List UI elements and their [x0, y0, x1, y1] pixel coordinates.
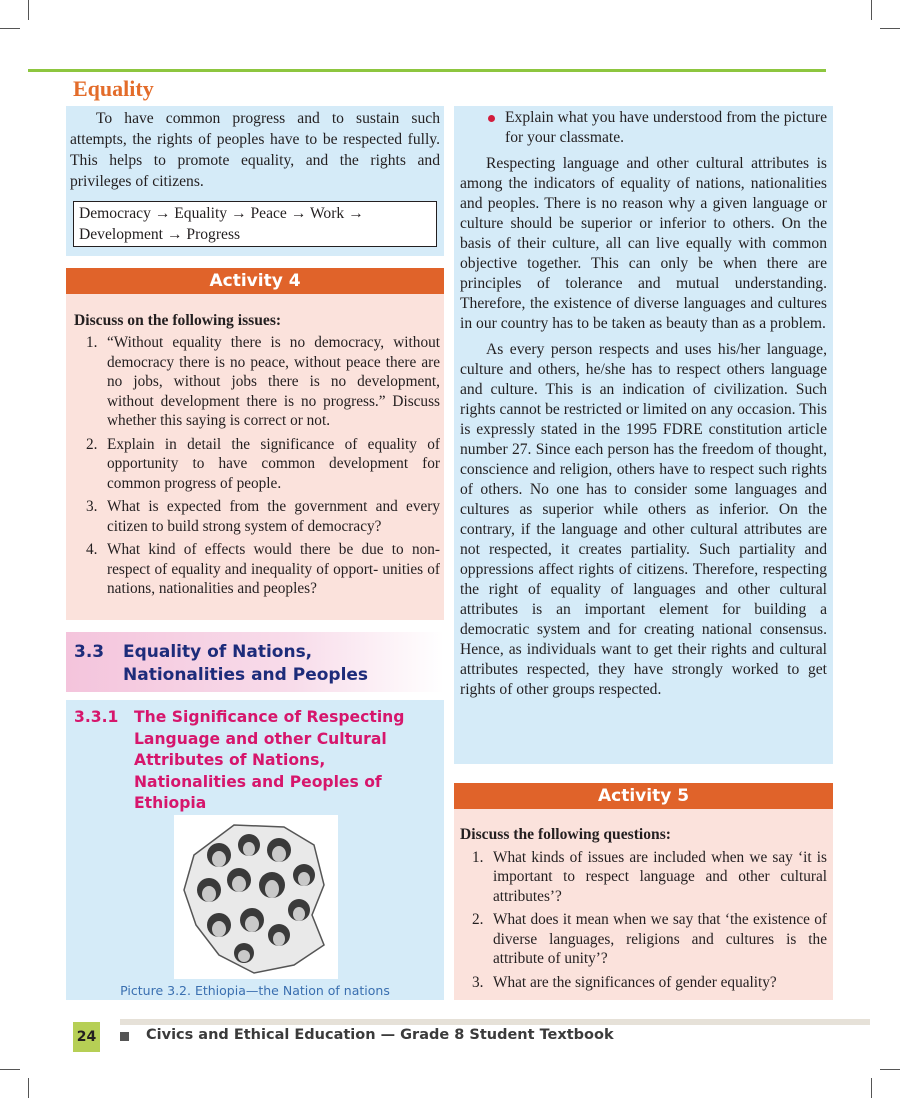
flow-line-1: Democracy → Equality → Peace → Work →: [79, 205, 364, 222]
list-item: 3. What are the significances of gender equality?: [472, 973, 777, 991]
top-rule: [28, 69, 826, 72]
crop-mark: [28, 1078, 29, 1098]
right-text-box: [454, 106, 833, 764]
section-3-3-1-box: [66, 700, 444, 1000]
activity5-box: [454, 809, 833, 1000]
paragraph-1: Respecting language and other cultural attributes is among the indicators of equality of nations, nationalities and peoples. There is no reason why a given language or culture should be superior or inferior to others. On the basis of their culture, all can live equally with common objective together. This can only be when there are principles of tolerance and mutual understanding. Therefore, the existence of diverse languages and cultures in our country has to be taken as beauty than as a problem.: [460, 155, 827, 332]
list-item: 2. What does it mean when we say that ‘the existence of diverse languages, religions and cultures is the attribute of unity’?: [472, 911, 827, 967]
list-item: 1. “Without equality there is no democracy, without democracy there is no peace, without peace there are no jobs, without jobs there is no development, without development there is no progress.” Discuss whether this saying is correct or not.: [86, 334, 440, 429]
activity5-heading: Discuss the following questions:: [460, 826, 671, 843]
section-3-3-title-1: Equality of Nations,: [123, 642, 313, 662]
intro-paragraph: To have common progress and to sustain such attempts, the rights of peoples have to be respected fully. This helps to promote equality, and the rights and privileges of citizens.: [70, 110, 440, 190]
crop-mark: [880, 28, 900, 29]
intro-box: [66, 106, 444, 194]
section-3-3-title-2: Nationalities and Peoples: [123, 665, 369, 685]
crop-mark: [28, 0, 29, 20]
paragraph-2: As every person respects and uses his/her language, culture and others, he/she has to respect others language and culture. This is an indication of civilization. Such rights cannot be restricted or limited on any occasion. This is expressly stated in the 1995 FDRE constitution article number 27. Since each person has the freedom of thought, conscience and religion, others have to respect such rights of others. No one has to consider some languages and cultures as superior while others as inferior. On the contrary, if the language and other cultural attributes are not respected, it creates partiality. Such partiality and oppressions affect rights of citizens. Therefore, respecting the right of equality of languages and other cultural attributes is an important element for building a democratic system and for creating national consensus. Hence, as individuals want to get their rights and cultural attributes respected, they have strongly worked to get rights of other groups respected.: [460, 341, 827, 698]
activity4-heading: Discuss on the following issues:: [74, 312, 282, 329]
page-number: 24: [73, 1022, 100, 1052]
flow-line-2: Development → Progress: [79, 226, 241, 243]
crop-mark: [0, 28, 20, 29]
section-3-3-1-title: The Significance of Respecting Language and other Cultural Attributes of Nations, Nationalities and Peoples of Ethiopia: [134, 708, 405, 812]
book-title: Civics and Ethical Education — Grade 8 Student Textbook: [146, 1027, 614, 1043]
bullet-icon: [488, 115, 495, 122]
crop-mark: [871, 1078, 872, 1098]
section-3-3-number: 3.3: [74, 642, 105, 662]
section-3-3-1-number: 3.3.1: [74, 708, 119, 726]
faces-map-icon: [174, 815, 338, 979]
activity4-box: [66, 294, 444, 620]
crop-mark: [880, 1069, 900, 1070]
list-item: 2. Explain in detail the significance of equality of opportunity to have common development for common progress of people.: [86, 435, 440, 492]
picture-caption: Picture 3.2. Ethiopia—the Nation of nations: [120, 983, 390, 998]
activity5-title: Activity 5: [454, 783, 833, 809]
section-title: Equality: [73, 76, 154, 101]
ethiopia-illustration: [174, 815, 338, 979]
section-3-3-header: [66, 632, 444, 692]
list-item: 1. What kinds of issues are included when we say ‘it is important to respect language and other cultural attributes’?: [472, 848, 827, 905]
crop-mark: [871, 0, 872, 20]
activity4-title: Activity 4: [66, 268, 444, 294]
flow-box: [73, 201, 437, 247]
flow-box-bg: [66, 194, 444, 256]
list-item: 4. What kind of effects would there be due to non-respect of equality and inequality of opport- unities of nations, nationalities and peoples?: [86, 541, 440, 597]
bullet-item: Explain what you have understood from the picture for your classmate.: [460, 108, 827, 148]
footer-rule: [120, 1019, 870, 1025]
crop-mark: [0, 1069, 20, 1070]
list-item: 3. What is expected from the government and every citizen to build strong system of democracy?: [86, 498, 440, 535]
square-bullet-icon: [120, 1032, 129, 1041]
